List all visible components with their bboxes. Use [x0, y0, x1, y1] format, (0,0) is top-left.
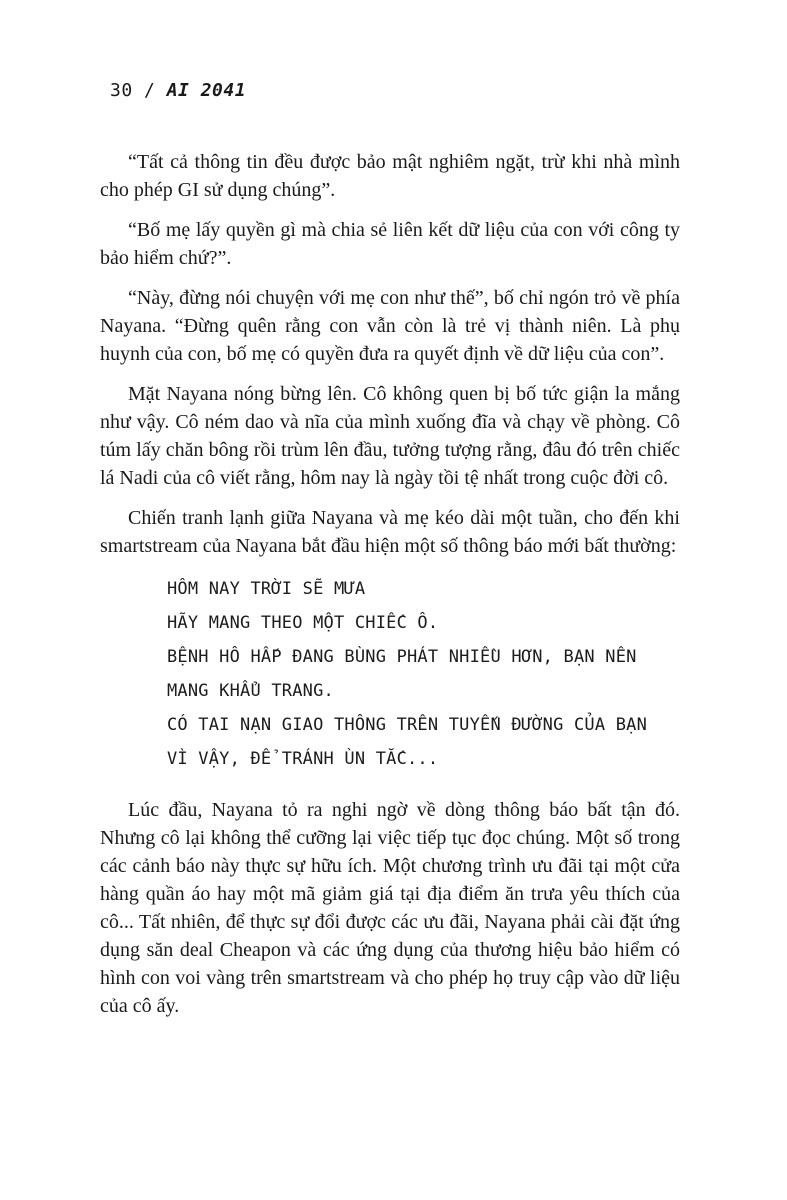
book-title: AI 2041: [166, 80, 247, 101]
notification-line: HÔM NAY TRỜI SẼ MƯA: [167, 579, 366, 599]
body-paragraph: “Này, đừng nói chuyện với mẹ con như thế”, bố chỉ ngón trỏ về phía Nayana. “Đừng quên rằng con vẫn còn là trẻ vị thành niên. Là phụ huynh của con, bố mẹ có quyền đưa ra quyết định về dữ liệu của con”.: [100, 287, 680, 365]
body-paragraph: Lúc đầu, Nayana tỏ ra nghi ngờ về dòng thông báo bất tận đó. Nhưng cô lại không thể cưỡng lại việc tiếp tục đọc chúng. Một số trong các cảnh báo này thực sự hữu ích. Một chương trình ưu đãi tại một cửa hàng quần áo hay một mã giảm giá tại địa điểm ăn trưa yêu thích của cô... Tất nhiên, để thực sự đổi được các ưu đãi, Nayana phải cài đặt ứng dụng săn deal Cheapon và các ứng dụng của thương hiệu bảo hiểm có hình con voi vàng trên smartstream và cho phép họ truy cập vào dữ liệu của cô ấy.: [100, 799, 680, 1017]
body-paragraph: “Bố mẹ lấy quyền gì mà chia sẻ liên kết dữ liệu của con với công ty bảo hiểm chứ?”.: [100, 219, 680, 269]
notification-line: VÌ VẬY, ĐỂ TRÁNH ÙN TẮC...: [167, 749, 439, 769]
body-paragraph: “Tất cả thông tin đều được bảo mật nghiêm ngặt, trừ khi nhà mình cho phép GI sử dụng chúng”.: [100, 151, 680, 201]
notification-line: CÓ TAI NẠN GIAO THÔNG TRÊN TUYẾN ĐƯỜNG CỦA BẠN: [167, 715, 648, 735]
notification-block: [100, 572, 680, 776]
body-paragraph: Mặt Nayana nóng bừng lên. Cô không quen bị bố tức giận la mắng như vậy. Cô ném dao và nĩa của mình xuống đĩa và chạy về phòng. Cô túm lấy chăn bông rồi trùm lên đầu, tưởng tượng rằng, đâu đó trên chiếc lá Nadi của cô viết rằng, hôm nay là ngày tồi tệ nhất trong cuộc đời cô.: [100, 383, 680, 489]
notification-line: HÃY MANG THEO MỘT CHIẾC Ô.: [167, 613, 439, 633]
body-paragraph: Chiến tranh lạnh giữa Nayana và mẹ kéo dài một tuần, cho đến khi smartstream của Nayana bắt đầu hiện một số thông báo mới bất thường:: [100, 507, 680, 557]
running-head-separator: /: [132, 80, 167, 101]
notification-line: BỆNH HÔ HẤP ĐANG BÙNG PHÁT NHIỀU HƠN, BẠN NÊN: [167, 647, 637, 667]
running-head: [110, 80, 246, 102]
text-block: [100, 148, 680, 1020]
page-number: 30: [110, 80, 133, 101]
notification-line: MANG KHẨU TRANG.: [167, 681, 334, 701]
